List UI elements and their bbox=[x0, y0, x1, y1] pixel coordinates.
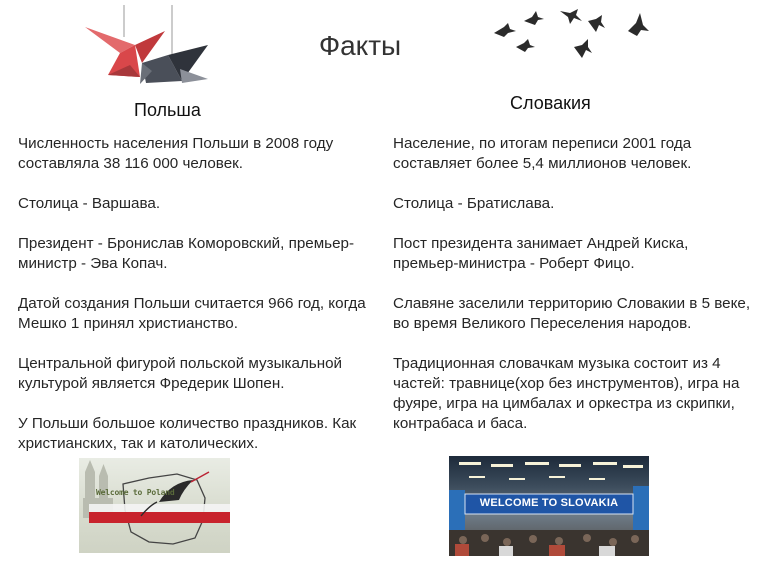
poland-fact-music: Центральной фигурой польской музыкальной культурой является Фредерик Шопен. bbox=[18, 355, 343, 392]
slovakia-fact-capital: Столица - Братислава. bbox=[393, 195, 555, 212]
page-title: Факты bbox=[318, 30, 402, 61]
poland-sign-text: Welcome to Poland bbox=[96, 488, 175, 497]
slovakia-fact-population: Население, по итогам переписи 2001 года составляет более 5,4 миллионов человек. bbox=[393, 135, 692, 172]
poland-fact-population: Численность населения Польши в 2008 году составляла 38 116 000 человек. bbox=[18, 135, 334, 172]
poland-fact-leaders: Президент - Бронислав Коморовский, премьер-министр - Эва Копач. bbox=[18, 235, 355, 272]
slovakia-fact-history: Славяне заселили территорию Словакии в 5 веке, во время Великого Переселения народов. bbox=[393, 295, 751, 332]
slovakia-sign-text: WELCOME TO SLOVAKIA bbox=[479, 497, 619, 509]
welcome-to-slovakia-image bbox=[449, 456, 649, 556]
welcome-to-poland-image bbox=[79, 458, 230, 553]
poland-fact-capital: Столица - Варшава. bbox=[18, 195, 161, 212]
slovakia-facts bbox=[393, 134, 753, 434]
slovakia-fact-leaders: Пост президента занимает Андрей Киска, премьер-министра - Роберт Фицо. bbox=[393, 235, 689, 272]
poland-heading: Польша bbox=[134, 100, 201, 120]
slovakia-fact-music: Традиционная словачкам музыка состоит из 4 частей: травнице(хор без инструментов), игра на фуяре, игра на цимбалах и оркестра из скрипки, контрабаса и баса. bbox=[393, 355, 740, 432]
poland-fact-founding: Датой создания Польши считается 966 год, когда Мешко 1 принял христианство. bbox=[18, 295, 366, 332]
slovakia-heading: Словакия bbox=[510, 93, 591, 113]
poland-fact-holidays: У Польши большое количество праздников. Как христианских, так и католических. bbox=[18, 415, 357, 452]
poland-facts bbox=[18, 134, 376, 454]
